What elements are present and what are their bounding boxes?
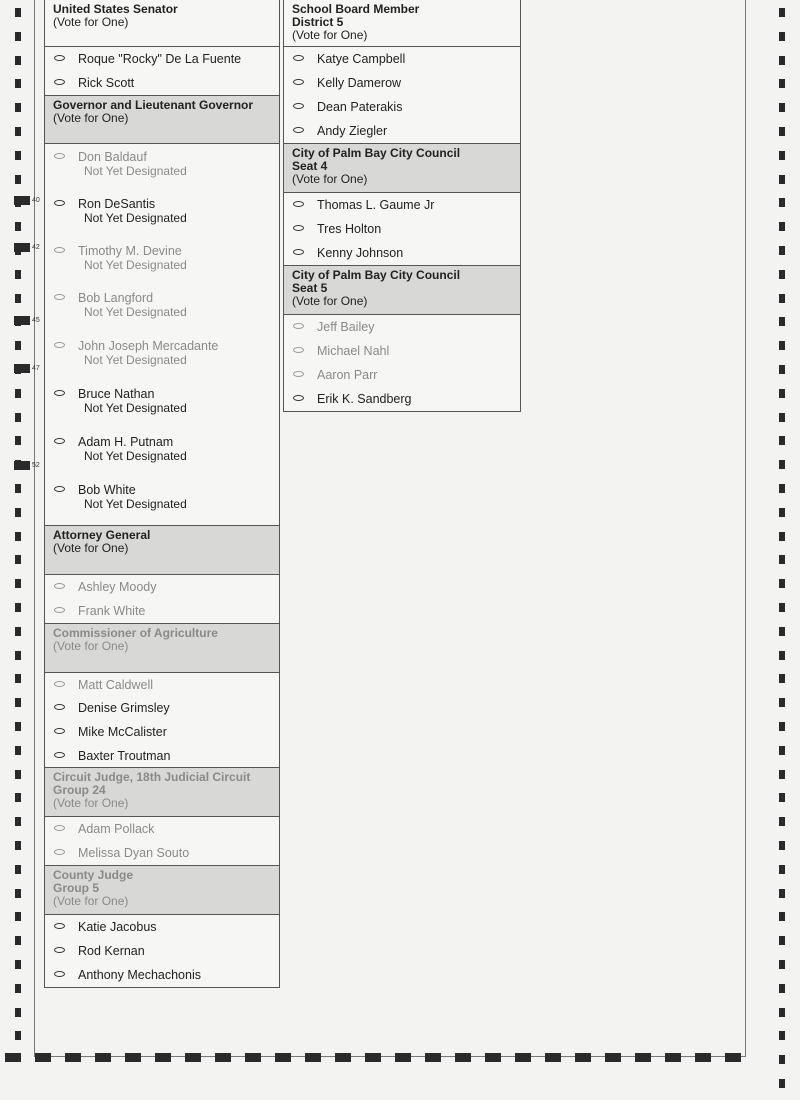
left-timing-mark — [15, 508, 21, 517]
bottom-timing-mark — [545, 1053, 561, 1062]
candidate-name: Jeff Bailey — [317, 320, 375, 334]
left-timing-mark — [15, 341, 21, 350]
candidate-option[interactable] — [284, 217, 520, 241]
left-timing-mark — [15, 436, 21, 445]
candidate-party: Not Yet Designated — [84, 164, 187, 178]
left-timing-mark — [15, 865, 21, 874]
left-timing-mark — [15, 270, 21, 279]
candidate-name: Mike McCalister — [78, 725, 167, 739]
candidate-name: Roque "Rocky" De La Fuente — [78, 52, 242, 66]
candidate-option[interactable] — [45, 144, 279, 191]
candidate-name: Tres Holton — [317, 222, 382, 236]
race-left-3 — [44, 624, 280, 768]
right-timing-mark — [779, 1008, 785, 1017]
left-timing-mark — [15, 1031, 21, 1040]
candidate-name: Erik K. Sandberg — [317, 392, 412, 406]
race-right-1 — [283, 144, 521, 266]
candidate-name: Denise Grimsley — [78, 701, 170, 715]
candidate-name: Anthony Mechachonis — [78, 968, 201, 982]
race-vote-instruction: (Vote for One) — [292, 28, 368, 42]
bottom-timing-mark — [275, 1053, 291, 1062]
candidate-name: Bob White — [78, 483, 136, 497]
bottom-timing-mark — [575, 1053, 591, 1062]
candidate-option[interactable] — [284, 315, 520, 339]
race-title: County Judge Group 5 — [53, 868, 133, 895]
candidate-party: Not Yet Designated — [84, 497, 187, 511]
candidate-option[interactable] — [284, 387, 520, 411]
bottom-timing-mark — [155, 1053, 171, 1062]
race-title: United States Senator — [53, 2, 178, 16]
candidate-name: Melissa Dyan Souto — [78, 846, 190, 860]
candidate-party: Not Yet Designated — [84, 258, 187, 272]
left-timing-mark — [15, 841, 21, 850]
bottom-timing-mark — [515, 1053, 531, 1062]
left-timing-mark — [15, 960, 21, 969]
race-title: Governor and Lieutenant Governor — [53, 98, 254, 112]
precinct-mark-label: 45 — [32, 317, 40, 324]
candidate-name: Dean Paterakis — [317, 100, 403, 114]
bottom-timing-mark — [65, 1053, 81, 1062]
left-timing-mark — [15, 413, 21, 422]
right-timing-mark — [779, 294, 785, 303]
right-timing-mark — [779, 841, 785, 850]
vote-oval-icon[interactable] — [54, 79, 65, 85]
bottom-timing-mark — [485, 1053, 501, 1062]
right-timing-mark — [779, 222, 785, 231]
candidate-option[interactable] — [284, 339, 520, 363]
bottom-timing-mark — [395, 1053, 411, 1062]
left-timing-mark — [15, 603, 21, 612]
right-timing-mark — [779, 127, 785, 136]
right-timing-mark — [779, 1031, 785, 1040]
right-timing-mark — [779, 651, 785, 660]
candidate-option[interactable] — [45, 381, 279, 429]
right-timing-mark — [779, 484, 785, 493]
vote-oval-icon[interactable] — [54, 247, 65, 253]
right-timing-mark — [779, 508, 785, 517]
vote-oval-icon[interactable] — [293, 225, 304, 231]
candidate-option[interactable] — [45, 915, 279, 939]
race-vote-instruction: (Vote for One) — [53, 796, 129, 810]
race-header — [45, 96, 279, 144]
right-timing-mark — [779, 56, 785, 65]
race-vote-instruction: (Vote for One) — [292, 172, 368, 186]
right-timing-mark — [779, 270, 785, 279]
vote-oval-icon[interactable] — [293, 103, 304, 109]
vote-oval-icon[interactable] — [54, 342, 65, 348]
vote-oval-icon[interactable] — [54, 200, 65, 206]
vote-oval-icon[interactable] — [54, 728, 65, 734]
bottom-timing-mark — [35, 1053, 51, 1062]
vote-oval-icon[interactable] — [54, 153, 65, 159]
race-vote-instruction: (Vote for One) — [53, 541, 129, 555]
right-timing-mark — [779, 365, 785, 374]
candidate-party: Not Yet Designated — [84, 353, 187, 367]
bottom-timing-mark — [605, 1053, 621, 1062]
right-timing-mark — [779, 460, 785, 469]
left-timing-mark — [15, 555, 21, 564]
candidate-option[interactable] — [45, 673, 279, 696]
candidate-name: Katye Campbell — [317, 52, 406, 66]
candidate-name: Katie Jacobus — [78, 920, 157, 934]
left-timing-mark — [15, 936, 21, 945]
vote-oval-icon[interactable] — [54, 704, 65, 710]
right-timing-mark — [779, 555, 785, 564]
candidate-option[interactable] — [284, 119, 520, 143]
right-timing-mark — [779, 246, 785, 255]
candidate-option[interactable] — [45, 939, 279, 963]
candidate-option[interactable] — [45, 238, 279, 285]
bottom-timing-mark — [95, 1053, 111, 1062]
candidate-name: Rick Scott — [78, 76, 135, 90]
right-timing-mark — [779, 746, 785, 755]
right-timing-mark — [779, 984, 785, 993]
candidate-name: Thomas L. Gaume Jr — [317, 198, 435, 212]
right-timing-mark — [779, 603, 785, 612]
candidate-option[interactable] — [45, 720, 279, 744]
race-title: City of Palm Bay City Council Seat 4 — [292, 146, 461, 173]
bottom-timing-mark — [695, 1053, 711, 1062]
precinct-mark — [14, 243, 30, 252]
right-timing-mark — [779, 722, 785, 731]
right-timing-mark — [779, 532, 785, 541]
left-timing-mark — [15, 746, 21, 755]
left-timing-mark — [15, 532, 21, 541]
candidate-name: John Joseph Mercadante — [78, 339, 219, 353]
candidate-option[interactable] — [284, 95, 520, 119]
left-timing-mark — [15, 698, 21, 707]
bottom-timing-mark — [635, 1053, 651, 1062]
right-timing-mark — [779, 1079, 785, 1088]
candidate-name: Matt Caldwell — [78, 678, 154, 692]
candidate-name: Adam H. Putnam — [78, 435, 174, 449]
candidate-option[interactable] — [45, 963, 279, 987]
left-timing-mark — [15, 32, 21, 41]
bottom-timing-mark — [365, 1053, 381, 1062]
right-timing-mark — [779, 389, 785, 398]
left-timing-mark — [15, 484, 21, 493]
bottom-timing-mark — [725, 1053, 741, 1062]
candidate-name: Ron DeSantis — [78, 197, 156, 211]
race-left-1 — [44, 96, 280, 526]
precinct-mark-label: 40 — [32, 197, 40, 204]
candidate-name: Ashley Moody — [78, 580, 157, 594]
bottom-timing-mark — [185, 1053, 201, 1062]
left-timing-mark — [15, 817, 21, 826]
candidate-option[interactable] — [45, 841, 279, 865]
candidate-option[interactable] — [45, 575, 279, 599]
candidate-option[interactable] — [45, 744, 279, 767]
candidate-party: Not Yet Designated — [84, 211, 187, 225]
candidate-option[interactable] — [45, 333, 279, 381]
race-header — [284, 0, 520, 47]
vote-oval-icon[interactable] — [293, 55, 304, 61]
left-timing-mark — [15, 793, 21, 802]
vote-oval-icon[interactable] — [293, 323, 304, 329]
candidate-name: Adam Pollack — [78, 822, 155, 836]
vote-oval-icon[interactable] — [293, 127, 304, 133]
race-vote-instruction: (Vote for One) — [292, 294, 368, 308]
candidate-name: Timothy M. Devine — [78, 244, 182, 258]
left-timing-mark — [15, 579, 21, 588]
vote-oval-icon[interactable] — [293, 201, 304, 207]
bottom-timing-mark — [215, 1053, 231, 1062]
candidate-name: Kelly Damerow — [317, 76, 402, 90]
race-left-0 — [44, 0, 280, 96]
vote-oval-icon[interactable] — [54, 607, 65, 613]
left-timing-mark — [15, 627, 21, 636]
candidate-option[interactable] — [45, 71, 279, 95]
vote-oval-icon[interactable] — [54, 681, 65, 687]
left-timing-mark — [15, 127, 21, 136]
right-timing-mark — [779, 770, 785, 779]
ballot-column-right — [283, 0, 521, 412]
vote-oval-icon[interactable] — [54, 486, 65, 492]
vote-oval-icon[interactable] — [54, 971, 65, 977]
right-timing-mark — [779, 698, 785, 707]
precinct-mark — [14, 316, 30, 325]
left-timing-mark — [15, 175, 21, 184]
left-timing-mark — [15, 151, 21, 160]
left-timing-mark — [15, 8, 21, 17]
bottom-timing-mark — [665, 1053, 681, 1062]
vote-oval-icon[interactable] — [54, 947, 65, 953]
vote-oval-icon[interactable] — [54, 849, 65, 855]
race-header — [284, 266, 520, 315]
right-timing-mark — [779, 151, 785, 160]
vote-oval-icon[interactable] — [54, 752, 65, 758]
candidate-option[interactable] — [284, 47, 520, 71]
bottom-timing-mark — [125, 1053, 141, 1062]
precinct-mark — [14, 364, 30, 373]
bottom-timing-mark — [245, 1053, 261, 1062]
race-title: City of Palm Bay City Council Seat 5 — [292, 268, 461, 295]
bottom-timing-mark — [425, 1053, 441, 1062]
right-timing-mark — [779, 865, 785, 874]
race-vote-instruction: (Vote for One) — [53, 111, 129, 125]
candidate-option[interactable] — [45, 477, 279, 525]
left-timing-mark — [15, 889, 21, 898]
candidate-name: Bob Langford — [78, 291, 154, 305]
left-timing-mark — [15, 103, 21, 112]
right-timing-mark — [779, 889, 785, 898]
right-timing-mark — [779, 936, 785, 945]
race-title: Attorney General — [53, 528, 151, 542]
precinct-mark-label: 47 — [32, 365, 40, 372]
race-header — [45, 866, 279, 915]
bottom-timing-mark — [335, 1053, 351, 1062]
left-timing-mark — [15, 56, 21, 65]
race-right-2 — [283, 266, 521, 412]
right-timing-mark — [779, 8, 785, 17]
vote-oval-icon[interactable] — [293, 249, 304, 255]
candidate-party: Not Yet Designated — [84, 305, 187, 319]
candidate-option[interactable] — [45, 599, 279, 623]
candidate-option[interactable] — [45, 47, 279, 71]
left-timing-mark — [15, 1008, 21, 1017]
precinct-mark-label: 42 — [32, 244, 40, 251]
race-right-0 — [283, 0, 521, 144]
candidate-option[interactable] — [45, 817, 279, 841]
vote-oval-icon[interactable] — [54, 583, 65, 589]
right-timing-mark — [779, 912, 785, 921]
right-timing-mark — [779, 198, 785, 207]
right-timing-mark — [779, 32, 785, 41]
vote-oval-icon[interactable] — [293, 395, 304, 401]
right-timing-mark — [779, 674, 785, 683]
candidate-name: Don Baldauf — [78, 150, 147, 164]
left-timing-mark — [15, 722, 21, 731]
left-timing-mark — [15, 651, 21, 660]
race-title: Commissioner of Agriculture — [53, 626, 218, 640]
race-vote-instruction: (Vote for One) — [53, 639, 129, 653]
right-timing-mark — [779, 793, 785, 802]
candidate-party: Not Yet Designated — [84, 401, 187, 415]
candidate-option[interactable] — [45, 429, 279, 477]
race-title: School Board Member District 5 — [292, 2, 420, 29]
race-header — [45, 526, 279, 575]
left-timing-mark — [15, 389, 21, 398]
right-timing-mark — [779, 317, 785, 326]
candidate-option[interactable] — [45, 191, 279, 238]
candidate-party: Not Yet Designated — [84, 449, 187, 463]
right-timing-mark — [779, 79, 785, 88]
vote-oval-icon[interactable] — [293, 347, 304, 353]
left-timing-mark — [15, 222, 21, 231]
candidate-name: Bruce Nathan — [78, 387, 155, 401]
race-left-2 — [44, 526, 280, 624]
right-timing-mark — [779, 413, 785, 422]
race-header — [45, 624, 279, 673]
candidate-option[interactable] — [284, 363, 520, 387]
left-timing-mark — [15, 984, 21, 993]
candidate-option[interactable] — [45, 285, 279, 333]
vote-oval-icon[interactable] — [54, 55, 65, 61]
right-timing-mark — [779, 579, 785, 588]
bottom-timing-mark — [455, 1053, 471, 1062]
candidate-name: Frank White — [78, 604, 146, 618]
vote-oval-icon[interactable] — [293, 79, 304, 85]
candidate-option[interactable] — [284, 241, 520, 265]
race-vote-instruction: (Vote for One) — [53, 894, 129, 908]
left-timing-mark — [15, 770, 21, 779]
left-timing-mark — [15, 294, 21, 303]
vote-oval-icon[interactable] — [54, 390, 65, 396]
precinct-mark — [14, 461, 30, 470]
candidate-option[interactable] — [45, 696, 279, 720]
candidate-name: Aaron Parr — [317, 368, 378, 382]
precinct-mark — [14, 196, 30, 205]
candidate-name: Kenny Johnson — [317, 246, 404, 260]
candidate-name: Andy Ziegler — [317, 124, 388, 138]
left-timing-mark — [15, 79, 21, 88]
precinct-mark-label: 52 — [32, 462, 40, 469]
race-left-5 — [44, 866, 280, 988]
right-timing-mark — [779, 341, 785, 350]
race-header — [45, 0, 279, 47]
right-timing-mark — [779, 175, 785, 184]
candidate-name: Rod Kernan — [78, 944, 145, 958]
right-timing-mark — [779, 627, 785, 636]
race-vote-instruction: (Vote for One) — [53, 15, 129, 29]
bottom-timing-mark — [305, 1053, 321, 1062]
right-timing-mark — [779, 1055, 785, 1064]
right-timing-mark — [779, 817, 785, 826]
candidate-name: Michael Nahl — [317, 344, 390, 358]
vote-oval-icon[interactable] — [54, 438, 65, 444]
left-timing-mark — [15, 912, 21, 921]
race-header — [284, 144, 520, 193]
ballot-column-left — [44, 0, 280, 988]
race-header — [45, 768, 279, 817]
bottom-timing-mark — [5, 1053, 21, 1062]
left-timing-mark — [15, 674, 21, 683]
candidate-option[interactable] — [284, 71, 520, 95]
race-left-4 — [44, 768, 280, 866]
right-timing-mark — [779, 103, 785, 112]
vote-oval-icon[interactable] — [54, 825, 65, 831]
candidate-option[interactable] — [284, 193, 520, 217]
candidate-name: Baxter Troutman — [78, 749, 171, 763]
vote-oval-icon[interactable] — [54, 923, 65, 929]
right-timing-mark — [779, 960, 785, 969]
right-timing-mark — [779, 436, 785, 445]
race-title: Circuit Judge, 18th Judicial Circuit Group 24 — [53, 770, 251, 797]
vote-oval-icon[interactable] — [54, 294, 65, 300]
vote-oval-icon[interactable] — [293, 371, 304, 377]
